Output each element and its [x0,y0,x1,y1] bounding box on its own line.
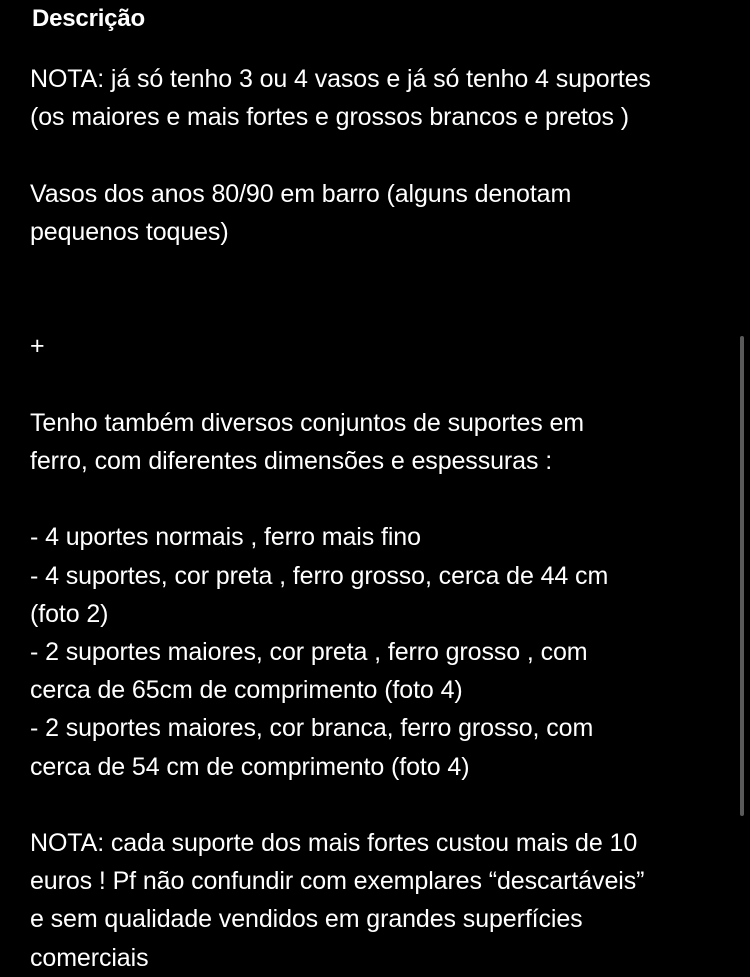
description-line: - 2 suportes maiores, cor branca, ferro grosso, com [30,714,594,743]
description-text [30,60,730,977]
description-line: NOTA: já só tenho 3 ou 4 vasos e já só tenho 4 suportes [30,65,651,93]
description-line [30,480,730,518]
description-line [30,786,730,824]
scrollbar-thumb[interactable] [740,336,744,816]
description-line: + [30,332,45,361]
description-line [30,366,730,404]
section-heading: Descrição [32,5,145,32]
description-line: NOTA: cada suporte dos mais fortes custou mais de 10 [30,828,638,857]
description-line: Tenho também diversos conjuntos de suportes em [30,408,585,437]
description-line: ferro, com diferentes dimensões e espessuras : [30,446,553,475]
description-line: comerciais [30,943,149,972]
description-line [30,289,730,327]
description-line: - 4 uportes normais , ferro mais fino [30,523,421,552]
description-line: cerca de 65cm de comprimento (foto 4) [30,676,463,705]
description-line: euros ! Pf não confundir com exemplares “descartáveis” [30,867,645,896]
description-line: pequenos toques) [30,217,229,246]
description-line [30,136,730,174]
description-line: - 2 suportes maiores, cor preta , ferro grosso , com [30,637,588,666]
description-line: (foto 2) [30,599,109,628]
description-line: - 4 suportes, cor preta , ferro grosso, cerca de 44 cm [30,561,609,590]
description-line [30,251,730,289]
description-line: (os maiores e mais fortes e grossos brancos e pretos ) [30,103,630,132]
description-line: e sem qualidade vendidos em grandes superfícies [30,905,583,934]
description-line: Vasos dos anos 80/90 em barro (alguns denotam [30,179,572,208]
description-line: cerca de 54 cm de comprimento (foto 4) [30,752,470,781]
